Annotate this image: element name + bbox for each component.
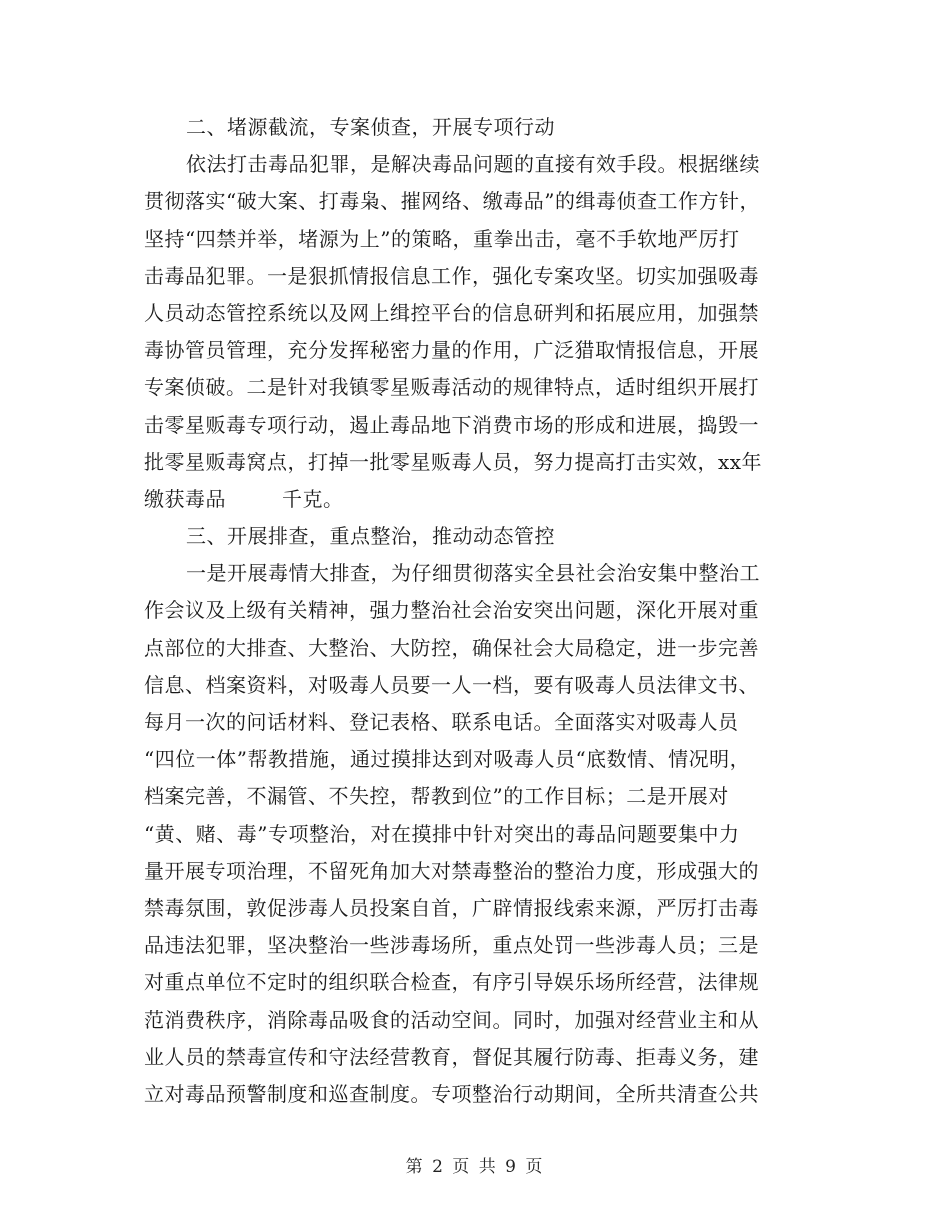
text-line: 点部位的大排查、大整治、大防控，确保社会大局稳定，进一步完善	[144, 635, 759, 660]
page-number: 第 2 页 共 9 页	[405, 1157, 545, 1177]
text-line: 信息、档案资料，对吸毒人员要一人一档，要有吸毒人员法律文书、	[144, 672, 759, 697]
text-line: 批零星贩毒窝点，打掉一批零星贩毒人员，努力提高打击实效，xx年	[144, 449, 763, 474]
text-line: 禁毒氛围，敦促涉毒人员投案自首，广辟情报线索来源，严厉打击毒	[144, 895, 759, 920]
text-line: 击零星贩毒专项行动，遏止毒品地下消费市场的形成和进展，捣毁一	[144, 412, 759, 437]
text-line: 人员动态管控系统以及网上缉控平台的信息研判和拓展应用，加强禁	[144, 300, 759, 325]
text-line: 品违法犯罪，坚决整治一些涉毒场所，重点处罚一些涉毒人员；三是	[144, 933, 759, 958]
paragraph-2	[144, 555, 808, 1113]
text-line: 依法打击毒品犯罪，是解决毒品问题的直接有效手段。根据继续	[186, 152, 760, 177]
text-line: 坚持“四禁并举，堵源为上”的策略，重拳出击，毫不手软地严厉打	[144, 226, 740, 251]
text-line: 范消费秩序，消除毒品吸食的活动空间。同时，加强对经营业主和从	[144, 1007, 759, 1032]
text-line: 一是开展毒情大排查，为仔细贯彻落实全县社会治安集中整治工	[186, 561, 760, 586]
text-line: 作会议及上级有关精神，强力整治社会治安突出问题，深化开展对重	[144, 598, 759, 623]
text-line: 量开展专项治理，不留死角加大对禁毒整治的整治力度，形成强大的	[144, 858, 759, 883]
text-line: 业人员的禁毒宣传和守法经营教育，督促其履行防毒、拒毒义务，建	[144, 1044, 759, 1069]
text-line: 贯彻落实“破大案、打毒枭、摧网络、缴毒品”的缉毒侦查工作方针，	[144, 189, 760, 214]
document-body	[144, 109, 808, 1113]
text-fragment: 缴获毒品	[144, 486, 226, 511]
text-fragment: 千克。	[282, 486, 344, 511]
section-heading-2: 二、堵源截流，专案侦查，开展专项行动	[186, 115, 555, 139]
text-line: 专案侦破。二是针对我镇零星贩毒活动的规律特点，适时组织开展打	[144, 375, 759, 400]
text-line-last	[144, 481, 808, 518]
text-line: “四位一体”帮教措施，通过摸排达到对吸毒人员“底数情、情况明，	[144, 747, 751, 772]
text-line: 击毒品犯罪。一是狠抓情报信息工作，强化专案攻坚。切实加强吸毒	[144, 263, 759, 288]
paragraph-1	[144, 146, 808, 518]
text-line: 档案完善，不漏管、不失控，帮教到位”的工作目标；二是开展对	[144, 784, 729, 809]
section-heading-3: 三、开展排查，重点整治，推动动态管控	[186, 524, 555, 549]
text-line: 对重点单位不定时的组织联合检查，有序引导娱乐场所经营，法律规	[144, 970, 759, 995]
text-line: 立对毒品预警制度和巡查制度。专项整治行动期间，全所共清查公共	[144, 1081, 759, 1106]
text-line: “黄、赌、毒”专项整治，对在摸排中针对突出的毒品问题要集中力	[144, 821, 740, 846]
text-line: 每月一次的问话材料、登记表格、联系电话。全面落实对吸毒人员	[144, 710, 739, 734]
text-line: 毒协管员管理，充分发挥秘密力量的作用，广泛猎取情报信息，开展	[144, 338, 759, 363]
